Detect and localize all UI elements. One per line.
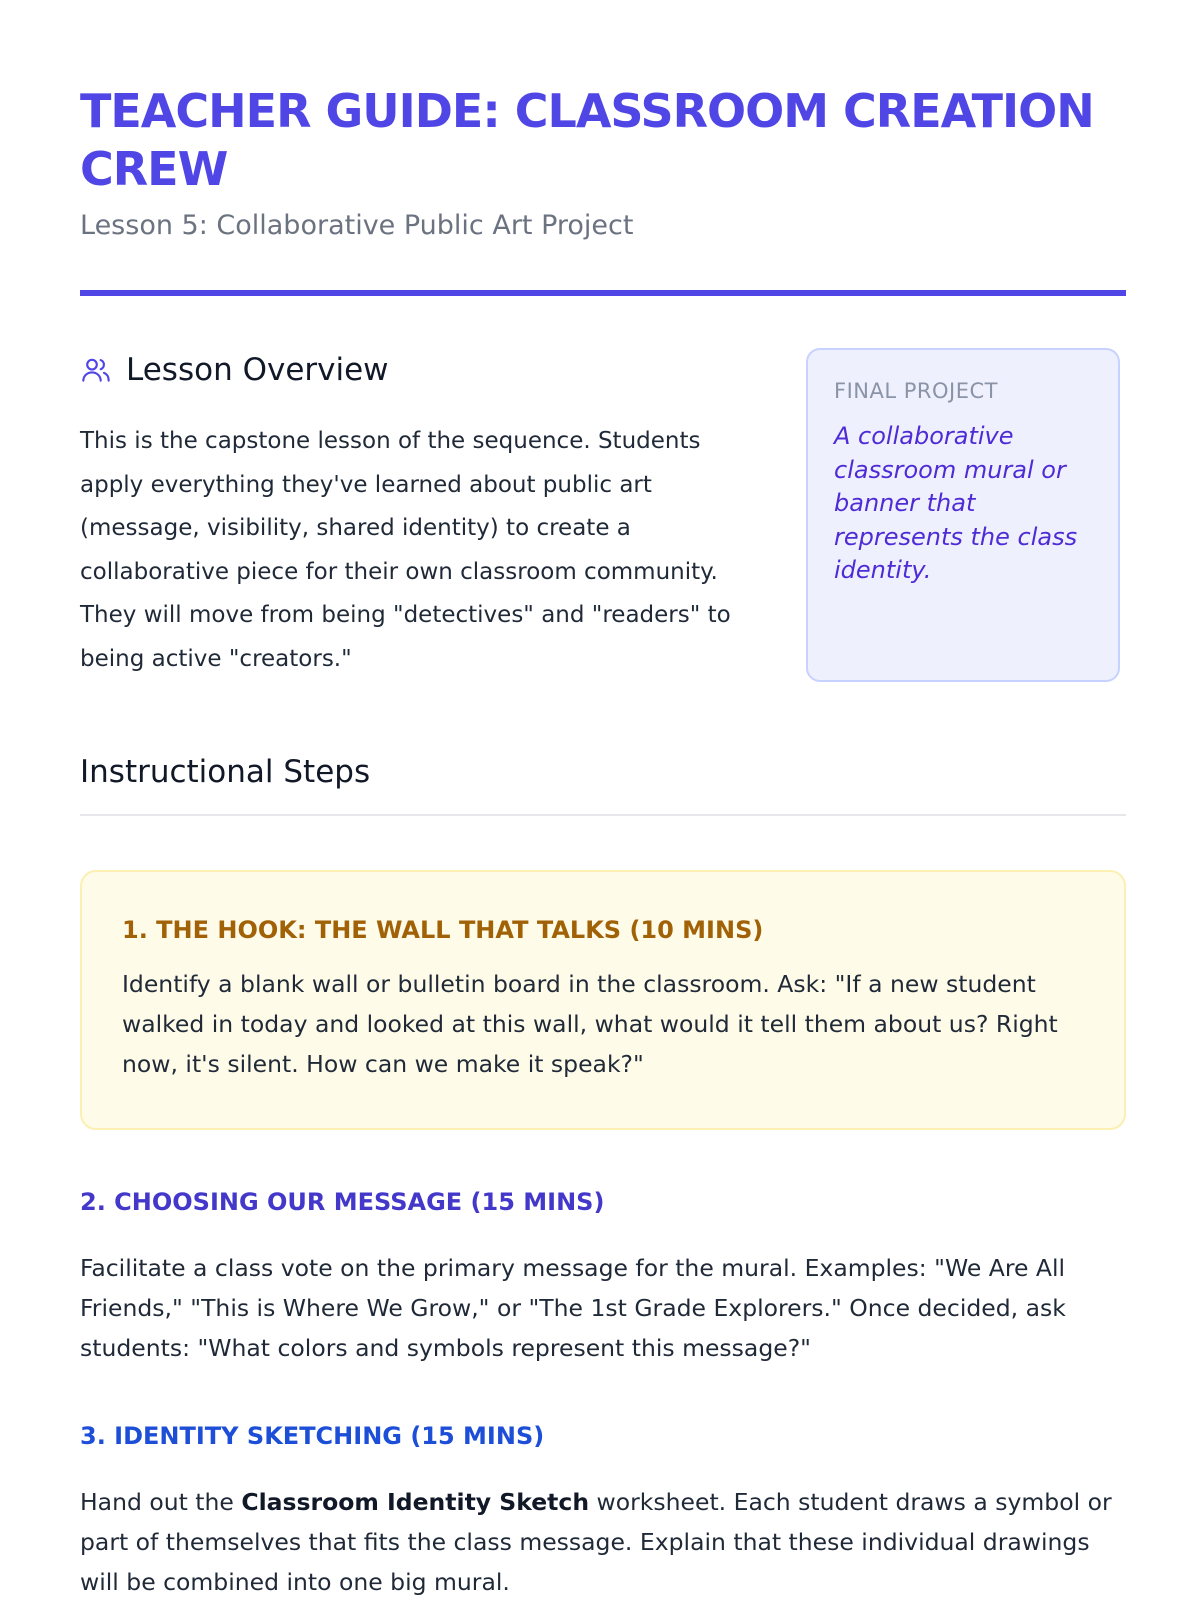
step-3-body <box>80 1482 1120 1602</box>
title-divider <box>80 290 1126 296</box>
final-project-text: A collaborative classroom mural or banner that represents the class identity. <box>834 422 1078 584</box>
steps-divider <box>80 814 1126 816</box>
final-project-label: FINAL PROJECT <box>834 379 998 403</box>
step-3-body-end: worksheet. Each student draws a symbol or part of themselves that fits the class message. Explain that these individual drawings will be combined into one big mural. <box>80 1488 1112 1596</box>
overview-heading <box>80 348 760 392</box>
step-2 <box>80 1186 1120 1368</box>
instructional-steps-heading: Instructional Steps <box>80 754 371 790</box>
step-1-body: Identify a blank wall or bulletin board in the classroom. Ask: "If a new student walked in today and looked at this wall, what would it tell them about us? Right now, it's silent. How can we make it speak?" <box>122 970 1058 1078</box>
step-2-body: Facilitate a class vote on the primary message for the mural. Examples: "We Are All Friends," "This is Where We Grow," or "The 1st Grade Explorers." Once decided, ask students: "What colors and symbols represent this message?" <box>80 1254 1066 1362</box>
overview-section <box>80 348 1120 682</box>
step-3-body-start: Hand out the <box>80 1488 242 1516</box>
overview-heading-text: Lesson Overview <box>126 352 389 388</box>
overview-body: This is the capstone lesson of the sequence. Students apply everything they've learned about public art (message, visibility, shared identity) to create a collaborative piece for their own classroom community. They will move from being "detectives" and "readers" to being active "creators." <box>80 428 731 672</box>
page-subtitle: Lesson 5: Collaborative Public Art Project <box>80 210 634 241</box>
step-3 <box>80 1420 1120 1602</box>
users-icon <box>80 354 112 386</box>
worksheet-name: Classroom Identity Sketch <box>241 1488 590 1516</box>
step-3-title: 3. IDENTITY SKETCHING (15 MINS) <box>80 1422 545 1450</box>
page-title: TEACHER GUIDE: CLASSROOM CREATION CREW <box>80 84 1094 196</box>
step-1-card <box>80 870 1126 1130</box>
step-1-title: 1. THE HOOK: THE WALL THAT TALKS (10 MINS) <box>122 916 764 944</box>
final-project-card <box>806 348 1120 682</box>
step-2-title: 2. CHOOSING OUR MESSAGE (15 MINS) <box>80 1188 605 1216</box>
overview-column <box>80 348 760 682</box>
